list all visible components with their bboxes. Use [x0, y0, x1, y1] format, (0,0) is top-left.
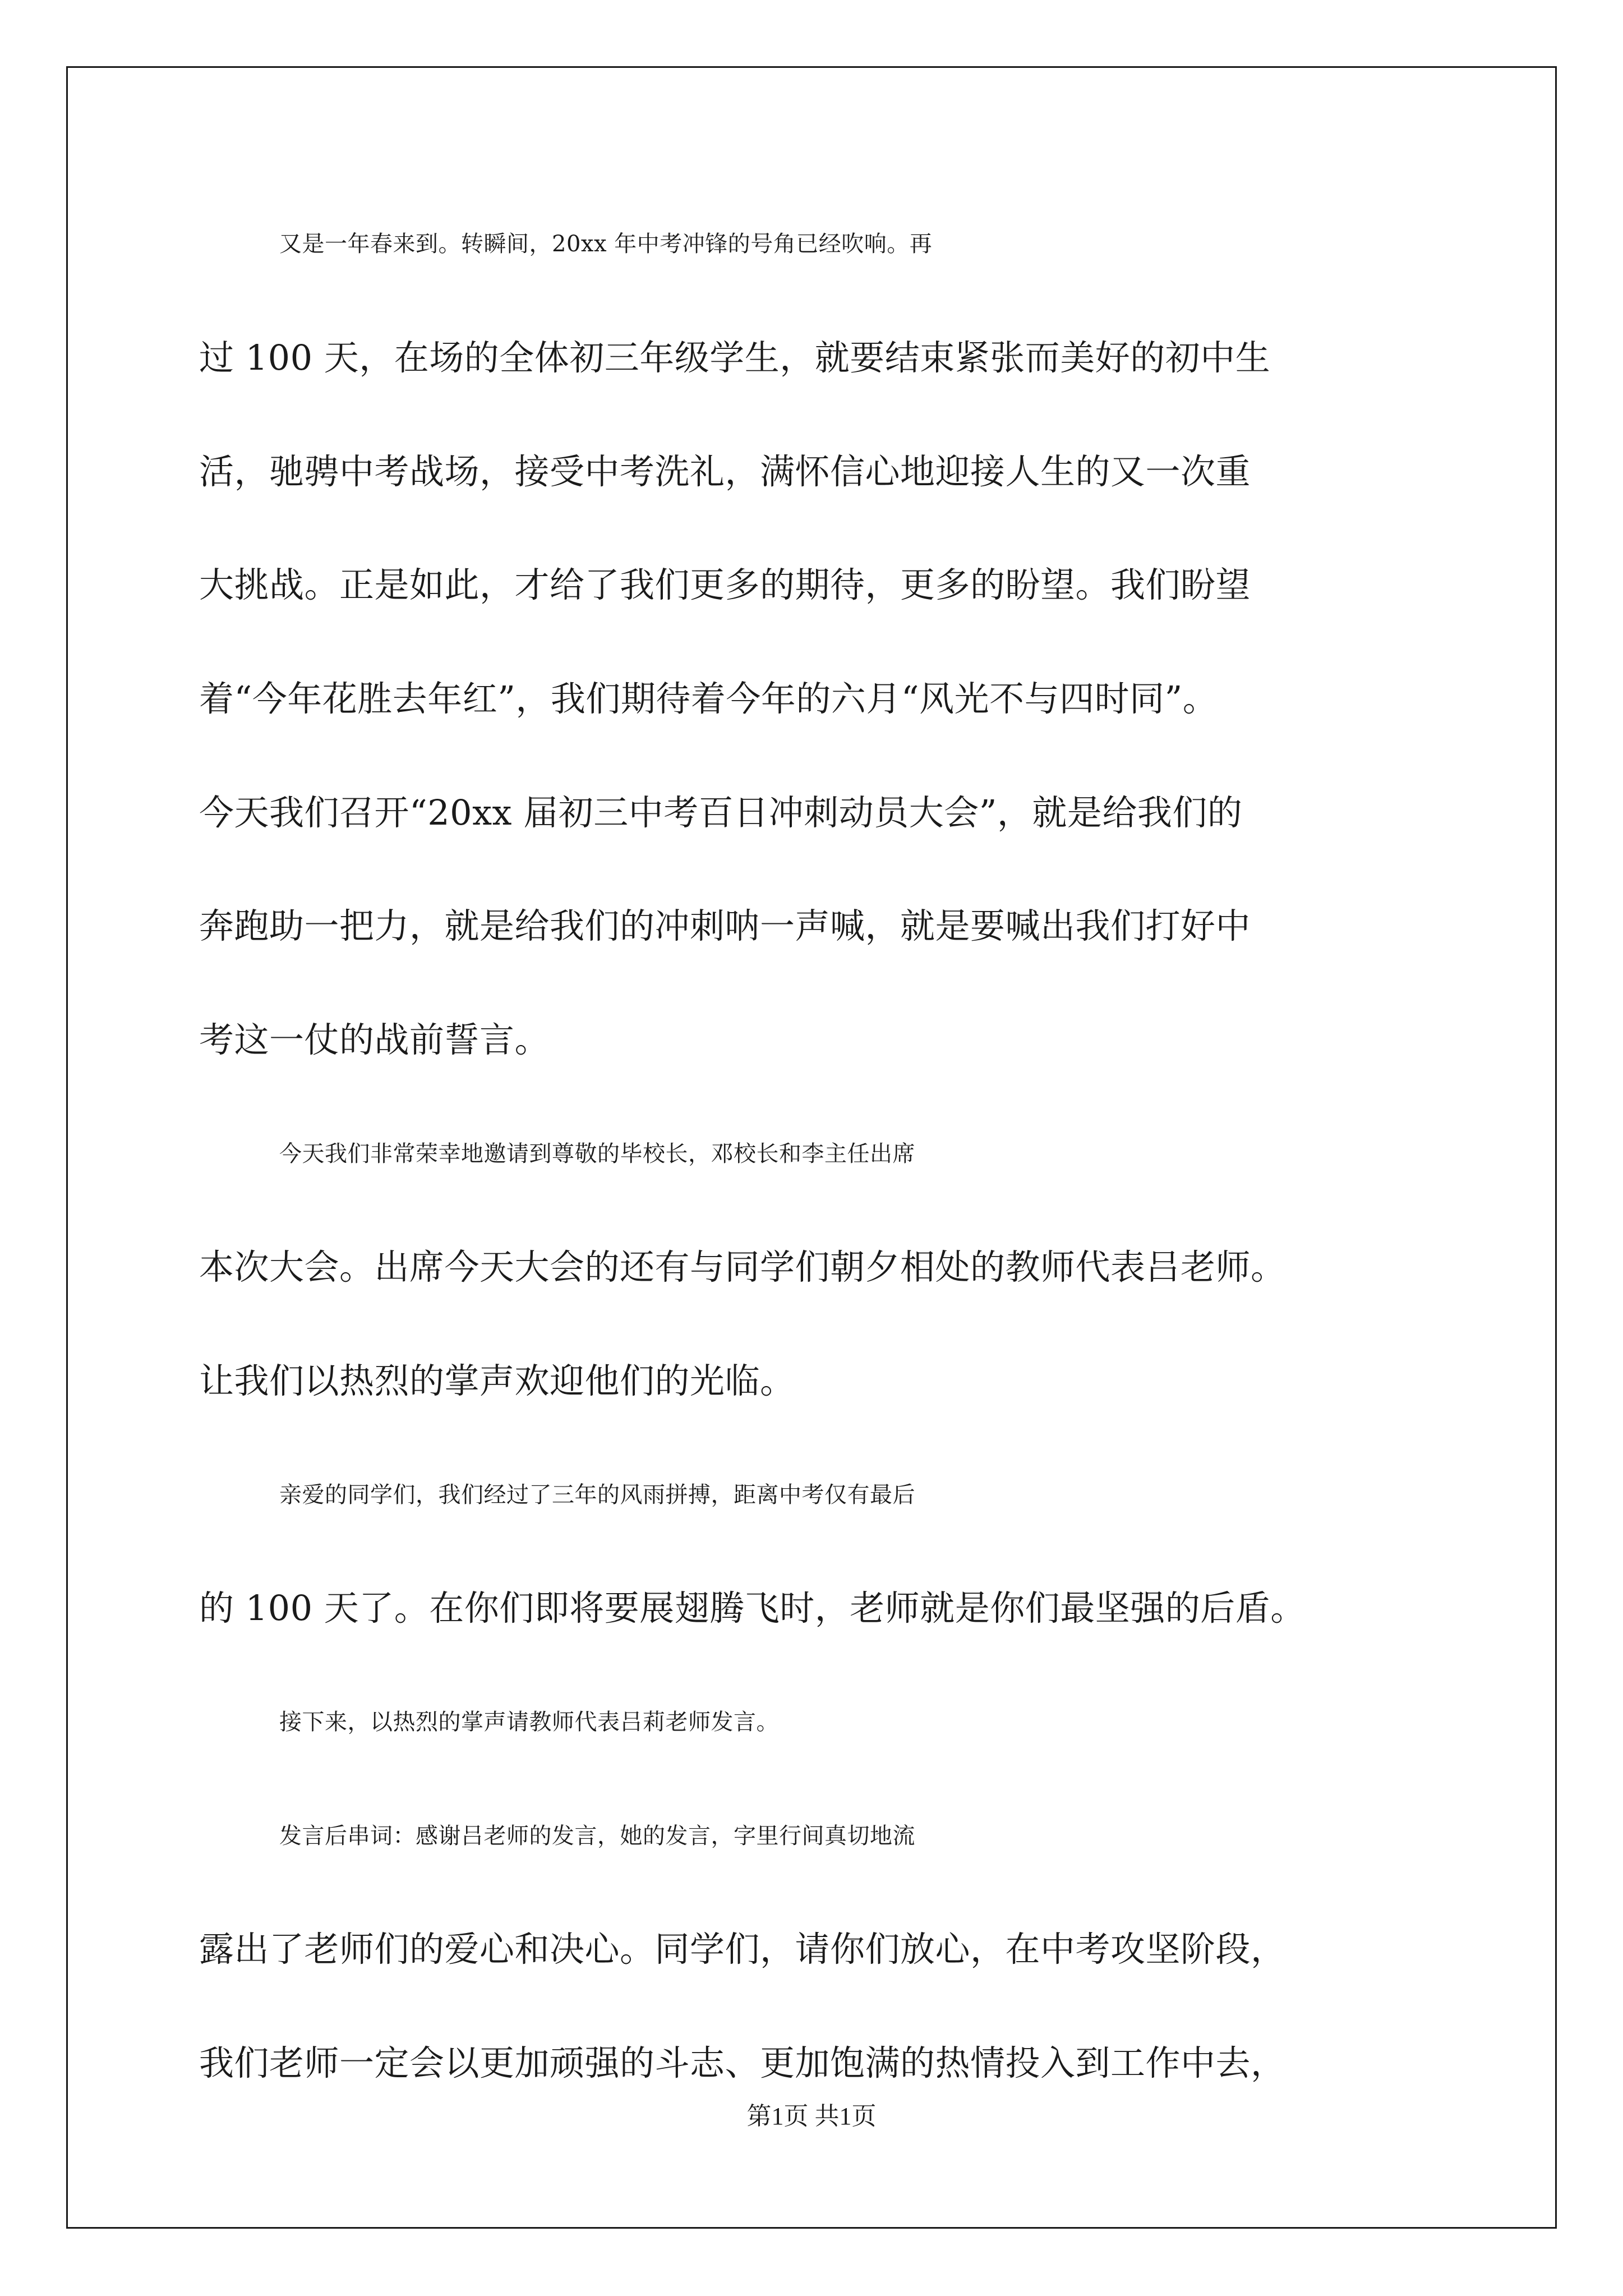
text-line: 亲爱的同学们，我们经过了三年的风雨拼搏，距离中考仅有最后: [279, 1482, 915, 1508]
text-line: 着“今年花胜去年红”，我们期待着今年的六月“风光不与四时同”。: [199, 678, 1218, 719]
text-line: 大挑战。正是如此，才给了我们更多的期待，更多的盼望。我们盼望: [199, 564, 1251, 605]
text-line: 的 100 天了。在你们即将要展翅腾飞时，老师就是你们最坚强的后盾。: [199, 1588, 1306, 1628]
text-line: 露出了老师们的爱心和决心。同学们，请你们放心，在中考攻坚阶段，: [199, 1929, 1286, 1970]
text-line: 今天我们召开“20xx 届初三中考百日冲刺动员大会”，就是给我们的: [199, 792, 1243, 833]
text-line: 让我们以热烈的掌声欢迎他们的光临。: [199, 1360, 795, 1401]
text-line: 过 100 天，在场的全体初三年级学生，就要结束紧张而美好的初中生: [199, 337, 1271, 378]
text-line: 奔跑助一把力，就是给我们的冲刺呐一声喊，就是要喊出我们打好中: [199, 905, 1251, 946]
page-footer: 第1页 共1页: [746, 2102, 877, 2130]
text-line: 又是一年春来到。转瞬间，20xx 年中考冲锋的号角已经吹响。再: [279, 231, 933, 257]
text-line: 接下来，以热烈的掌声请教师代表吕莉老师发言。: [279, 1709, 779, 1735]
text-line: 考这一仗的战前誓言。: [199, 1019, 550, 1060]
text-line: 活，驰骋中考战场，接受中考洗礼，满怀信心地迎接人生的又一次重: [199, 451, 1251, 492]
text-line: 发言后串词：感谢吕老师的发言，她的发言，字里行间真切地流: [279, 1823, 915, 1849]
text-line: 我们老师一定会以更加顽强的斗志、更加饱满的热情投入到工作中去，: [199, 2042, 1286, 2083]
text-line: 今天我们非常荣幸地邀请到尊敬的毕校长，邓校长和李主任出席: [279, 1141, 915, 1167]
text-line: 本次大会。出席今天大会的还有与同学们朝夕相处的教师代表吕老师。: [199, 1246, 1286, 1287]
